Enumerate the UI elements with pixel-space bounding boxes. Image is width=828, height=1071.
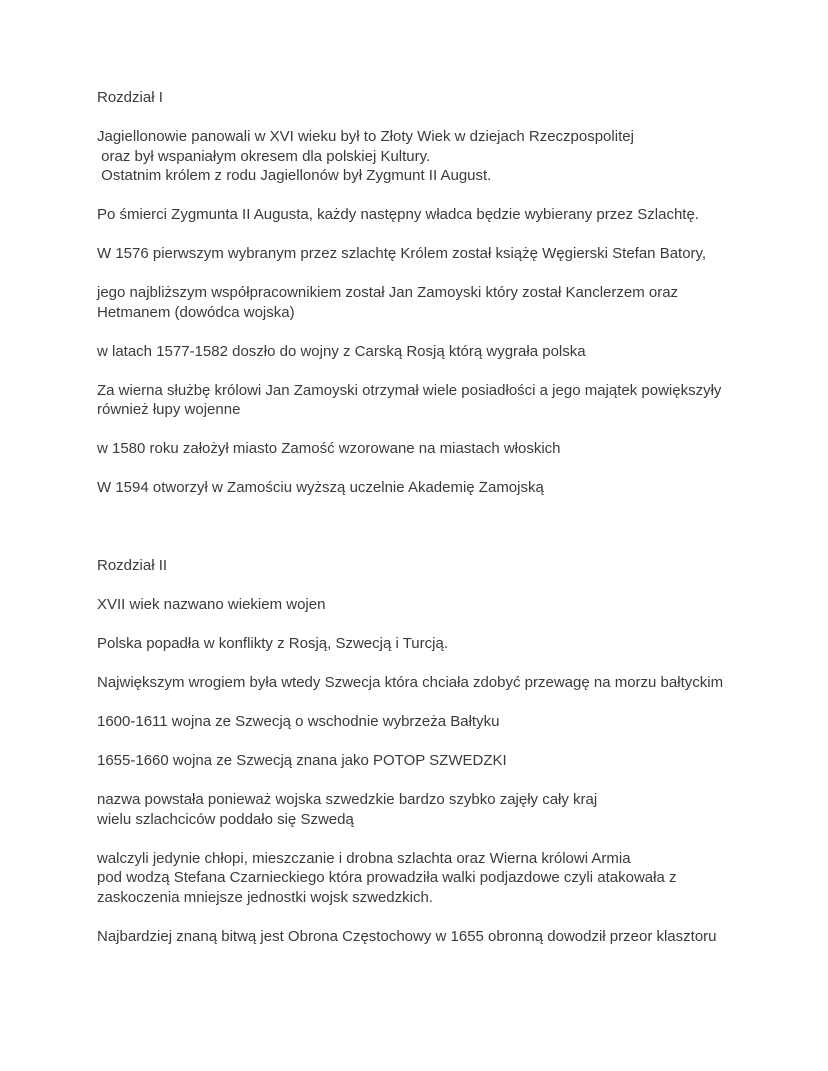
text-line: zaskoczenia mniejsze jednostki wojsk szwedzkich. (97, 888, 433, 906)
text-line: oraz był wspaniałym okresem dla polskiej Kultury. (97, 147, 431, 165)
text-line: XVII wiek nazwano wiekiem wojen (97, 596, 326, 613)
text-line: Jagiellonowie panowali w XVI wieku był to Złoty Wiek w dziejach Rzeczpospolitej (97, 128, 634, 145)
text-line: Najbardziej znaną bitwą jest Obrona Częstochowy w 1655 obronną dowodził przeor klasztoru (97, 927, 717, 945)
text-line: walczyli jedynie chłopi, mieszczanie i drobna szlachta oraz Wierna królowi Armia (97, 849, 631, 867)
paragraph (97, 342, 777, 362)
text-line: 1600-1611 wojna ze Szwecją o wschodnie wybrzeża Bałtyku (97, 713, 500, 730)
text-line: W 1594 otworzył w Zamościu wyższą uczelnie Akademię Zamojską (97, 479, 544, 496)
text-line: W 1576 pierwszym wybranym przez szlachtę Królem został książę Węgierski Stefan Batory, (97, 245, 707, 262)
paragraph (97, 439, 777, 459)
paragraph (97, 927, 777, 947)
text-line: Za wierna służbę królowi Jan Zamoyski otrzymał wiele posiadłości a jego majątek powiększyły (97, 381, 722, 399)
paragraph (97, 634, 777, 654)
paragraph (97, 244, 777, 264)
chapter-heading (97, 88, 777, 108)
text-line: wielu szlachciców poddało się Szwedą (97, 810, 354, 828)
paragraph (97, 127, 777, 186)
paragraph (97, 849, 777, 908)
paragraph (97, 283, 777, 322)
text-line: pod wodzą Stefana Czarnieckiego która prowadziła walki podjazdowe czyli atakowała z (97, 869, 677, 886)
paragraph (97, 595, 777, 615)
blank-line (97, 517, 777, 537)
text-line: Rozdział II (97, 557, 168, 574)
paragraph (97, 751, 777, 771)
text-line: Rozdział I (97, 89, 163, 106)
paragraph (97, 673, 777, 693)
paragraph (97, 205, 777, 225)
text-line: 1655-1660 wojna ze Szwecją znana jako POTOP SZWEDZKI (97, 752, 507, 769)
text-line: Ostatnim królem z rodu Jagiellonów był Zygmunt II August. (97, 167, 492, 184)
text-line: w latach 1577-1582 doszło do wojny z Carską Rosją którą wygrała polska (97, 342, 586, 360)
text-line: jego najbliższym współpracownikiem został Jan Zamoyski który został Kanclerzem oraz (97, 284, 679, 301)
text-line: w 1580 roku założył miasto Zamość wzorowane na miastach włoskich (97, 440, 561, 457)
paragraph (97, 790, 777, 829)
document-body (97, 88, 777, 966)
paragraph (97, 712, 777, 732)
text-line: Hetmanem (dowódca wojska) (97, 303, 295, 321)
paragraph (97, 381, 777, 420)
chapter-heading (97, 556, 777, 576)
text-line: Największym wrogiem była wtedy Szwecja która chciała zdobyć przewagę na morzu bałtyckim (97, 674, 724, 691)
paragraph (97, 478, 777, 498)
text-line: nazwa powstała ponieważ wojska szwedzkie bardzo szybko zajęły cały kraj (97, 791, 598, 808)
text-line: Polska popadła w konflikty z Rosją, Szwecją i Turcją. (97, 635, 448, 652)
text-line: Po śmierci Zygmunta II Augusta, każdy następny władca będzie wybierany przez Szlachtę. (97, 206, 699, 223)
text-line: również łupy wojenne (97, 401, 241, 418)
text-line (97, 517, 777, 537)
